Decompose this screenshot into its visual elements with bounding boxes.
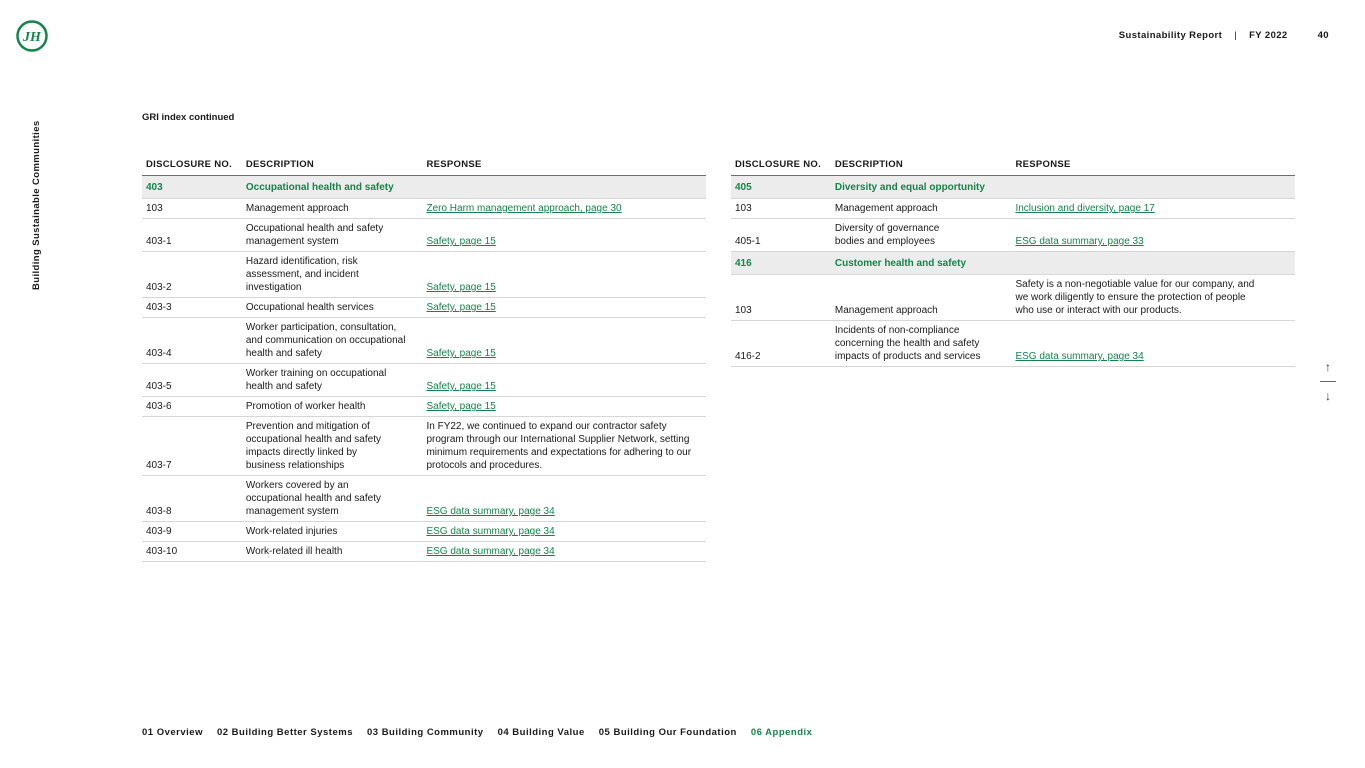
description: Management approach xyxy=(831,199,1012,219)
table-row xyxy=(142,252,706,298)
description-text: Prevention and mitigation of occupational health and safety impacts directly linked by business relationships xyxy=(245,421,381,471)
nav-overview[interactable]: 01 Overview xyxy=(142,727,203,738)
response-text xyxy=(1011,275,1295,321)
disclosure-no: 405-1 xyxy=(731,219,831,252)
disclosure-no: 403-2 xyxy=(142,252,242,298)
disclosure-no: 403-1 xyxy=(142,219,242,252)
page-nav-arrows xyxy=(1318,360,1338,403)
response-link[interactable]: ESG data summary, page 34 xyxy=(1015,351,1144,362)
response-link[interactable]: Safety, page 15 xyxy=(426,381,496,392)
table-row xyxy=(142,542,706,562)
response-link[interactable]: Safety, page 15 xyxy=(426,236,496,247)
logo-text: JH xyxy=(23,30,41,45)
response-link[interactable]: Safety, page 15 xyxy=(426,282,496,293)
group-title: Customer health and safety xyxy=(831,252,1295,275)
table-row xyxy=(142,219,706,252)
group-title: Diversity and equal opportunity xyxy=(831,176,1295,199)
disclosure-no: 103 xyxy=(731,275,831,321)
description: Work-related injuries xyxy=(242,522,423,542)
report-title: Sustainability Report xyxy=(1118,30,1223,41)
header-description: DESCRIPTION xyxy=(242,158,423,176)
header-disclosure-no: DISCLOSURE NO. xyxy=(731,158,831,176)
page-number: 40 xyxy=(1317,30,1329,41)
report-year: FY 2022 xyxy=(1249,30,1288,41)
footer-nav xyxy=(142,727,812,738)
table-row xyxy=(142,298,706,318)
table-row xyxy=(142,318,706,364)
disclosure-no: 403-10 xyxy=(142,542,242,562)
gri-table-left xyxy=(142,158,706,562)
table-row xyxy=(142,199,706,219)
company-logo[interactable] xyxy=(16,20,48,52)
response-link[interactable]: ESG data summary, page 34 xyxy=(426,506,555,517)
response-link[interactable]: Safety, page 15 xyxy=(426,302,496,313)
description: Promotion of worker health xyxy=(242,397,423,417)
description xyxy=(242,219,423,252)
nav-building-value[interactable]: 04 Building Value xyxy=(497,727,585,738)
disclosure-no: 416-2 xyxy=(731,321,831,367)
table-row xyxy=(142,522,706,542)
response-link[interactable]: ESG data summary, page 34 xyxy=(426,546,555,557)
table-row xyxy=(142,476,706,522)
response-text xyxy=(422,417,706,476)
nav-divider xyxy=(1320,381,1336,382)
group-row-403 xyxy=(142,176,706,199)
description xyxy=(242,364,423,397)
group-row-416 xyxy=(731,252,1295,275)
header-response: RESPONSE xyxy=(422,158,706,176)
description xyxy=(242,417,423,476)
group-title: Occupational health and safety xyxy=(242,176,706,199)
description: Management approach xyxy=(242,199,423,219)
description: Work-related ill health xyxy=(242,542,423,562)
header-response: RESPONSE xyxy=(1011,158,1295,176)
table-row xyxy=(731,219,1295,252)
description xyxy=(242,252,423,298)
description-text: Worker participation, consultation, and communication on occupational health and safety xyxy=(245,322,406,359)
description xyxy=(242,318,423,364)
response-paragraph: Safety is a non-negotiable value for our company, and we work diligently to ensure the protection of people who use or interact with our products. xyxy=(1015,279,1255,316)
description-text: Incidents of non-compliance concerning the health and safety impacts of products and services xyxy=(834,325,981,362)
header-description: DESCRIPTION xyxy=(831,158,1012,176)
description-text: Workers covered by an occupational health and safety management system xyxy=(245,480,381,517)
nav-building-community[interactable]: 03 Building Community xyxy=(366,727,484,738)
table-row xyxy=(731,275,1295,321)
arrow-down-icon[interactable]: ↓ xyxy=(1325,389,1331,403)
table-row xyxy=(142,397,706,417)
response-link[interactable]: ESG data summary, page 33 xyxy=(1015,236,1144,247)
table-header-row xyxy=(142,158,706,176)
disclosure-no: 403-7 xyxy=(142,417,242,476)
group-number: 405 xyxy=(731,176,831,199)
response-link[interactable]: Zero Harm management approach, page 30 xyxy=(426,203,622,214)
arrow-up-icon[interactable]: ↑ xyxy=(1325,360,1331,374)
description-text: Occupational health and safety management system xyxy=(245,223,384,247)
group-row-405 xyxy=(731,176,1295,199)
description-text: Worker training on occupational health and safety xyxy=(245,368,387,392)
response-link[interactable]: Safety, page 15 xyxy=(426,401,496,412)
table-row xyxy=(142,417,706,476)
group-number: 416 xyxy=(731,252,831,275)
header-disclosure-no: DISCLOSURE NO. xyxy=(142,158,242,176)
description: Occupational health services xyxy=(242,298,423,318)
disclosure-no: 403-9 xyxy=(142,522,242,542)
description xyxy=(831,321,1012,367)
table-header-row xyxy=(731,158,1295,176)
disclosure-no: 103 xyxy=(731,199,831,219)
page-header xyxy=(1119,30,1329,41)
disclosure-no: 403-6 xyxy=(142,397,242,417)
disclosure-no: 403-3 xyxy=(142,298,242,318)
response-paragraph: In FY22, we continued to expand our contractor safety program through our International Supplier Network, setting minimum requirements and expectations for adhering to our protocols and procedures. xyxy=(426,421,692,471)
disclosure-no: 403-4 xyxy=(142,318,242,364)
table-row xyxy=(142,364,706,397)
nav-building-better-systems[interactable]: 02 Building Better Systems xyxy=(216,727,353,738)
description: Management approach xyxy=(831,275,1012,321)
response-link[interactable]: Safety, page 15 xyxy=(426,348,496,359)
description xyxy=(831,219,1012,252)
gri-table-right xyxy=(731,158,1295,367)
response-link[interactable]: ESG data summary, page 34 xyxy=(426,526,555,537)
disclosure-no: 103 xyxy=(142,199,242,219)
disclosure-no: 403-5 xyxy=(142,364,242,397)
description-text: Diversity of governance bodies and employees xyxy=(834,223,940,247)
nav-appendix[interactable]: 06 Appendix xyxy=(750,727,813,738)
response-link[interactable]: Inclusion and diversity, page 17 xyxy=(1015,203,1155,214)
table-row xyxy=(731,199,1295,219)
disclosure-no: 403-8 xyxy=(142,476,242,522)
description-text: Hazard identification, risk assessment, and incident investigation xyxy=(245,256,359,293)
nav-building-our-foundation[interactable]: 05 Building Our Foundation xyxy=(598,727,737,738)
table-row xyxy=(731,321,1295,367)
section-title: GRI index continued xyxy=(142,112,235,123)
side-title: Building Sustainable Communities xyxy=(31,120,42,290)
header-separator: | xyxy=(1234,30,1238,41)
group-number: 403 xyxy=(142,176,242,199)
description xyxy=(242,476,423,522)
